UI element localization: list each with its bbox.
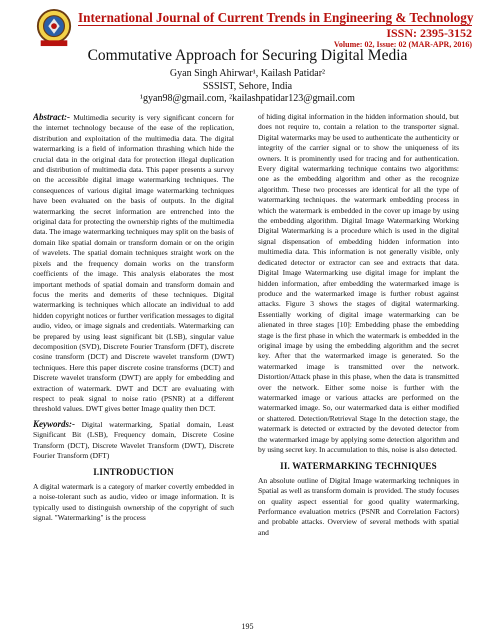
paper-title: Commutative Approach for Securing Digital Media	[87, 47, 408, 64]
introduction-heading: I.INTRODUCTION	[93, 467, 174, 478]
journal-title: International Journal of Current Trends in Engineering & Technology	[78, 10, 474, 25]
right-column	[258, 112, 459, 620]
right-column-paragraph: of hiding digital information in the hidden information should, but does not require to, contain a relation to the transporter signal. Digital watermarks may be used to authenticate the authenticity or integrity of the carrier signal or to show the uniqueness of its owners. It is prominently used for tracing and for authentication. Every digital watermarking technique contains two algorithms: one as the embedding algorithm and other as the recognize algorithm. These two processes are identical for all the type of watermarking techniques. the watermark embedding process in which the watermark is embedded in the cover up image by using the embedding algorithm. Digital Image Watermarking Working Digital Watermarking is a procedure which is used in the digital signal dispensation of embedding hidden information into multimedia data. This information is not generally visible, only dedicated detector or extractor can see and extracts that data. Digital Image Watermarking use digital image for implant the hidden information, after embedding the watermarked image is produce and the watermarked image is further robust against attacks. Figure 3 shows the stages of digital watermarking. Essentially working of digital image watermarking can be alienated in three stages [10]: Embedding phase the embedding stage is the first phase in which the watermark is embedded in the original image by using the embedding algorithm and the secret key. After that the watermarked image is generated. So the watermarked image is transmitted over the network. Distortion/Attack phase in this phase, when the data is transmitted over the network. Either some noise is further with the watermarked image or various attacks are performed on the watermarked image. So, our watermarked data is either modified or shattered. Detection/Retrieval Stage In the detection stage, the watermark is detected or extracted by the devoted detector from the watermarked image by applying some detection algorithm and by using secret key. In accumulation to this, noise is also detected.	[258, 112, 459, 454]
volume-issue: Volume: 02, Issue: 02 (MAR-APR, 2016)	[333, 40, 472, 49]
abstract-paragraph	[33, 112, 234, 415]
watermarking-techniques-heading: II. WATERMARKING TECHNIQUES	[280, 461, 437, 472]
journal-logo-seal	[35, 8, 73, 48]
paper-affiliation: SSSIST, Sehore, India	[202, 81, 293, 92]
paper-emails: ¹gyan98@gmail.com, ²kailashpatidar123@gmail.com	[140, 93, 355, 104]
page-number: 195	[241, 622, 254, 631]
introduction-text: A digital watermark is a category of marker covertly embedded in a noise-tolerant such as audio, video or image information. It is typically used to distinguish ownership of the copyright of such signal. "Watermarking" is the process	[33, 481, 234, 523]
paper-authors: Gyan Singh Ahirwar¹, Kailash Patidar²	[169, 68, 326, 79]
issn: ISSN: 2395-3152	[386, 26, 472, 40]
watermarking-techniques-text: An absolute outline of Digital Image watermarking techniques in Spatial as well as transform domain is provided. The study focuses on quality aspect essential for good quality watermarking, Performance evaluation metrics (PSNR and Correlation Factors) and probable attacks. Overview of several methods with spatial and	[258, 475, 459, 537]
keywords-paragraph	[33, 419, 234, 462]
abstract-text: Multimedia security is very significant concern for the internet technology because of the ease of the replication, distribution and exploitation of the multimedia data. The digital watermarking is a field of information thrashing which hide the crucial data in the original data for protection illegal duplication and distribution of multimedia data. This paper presents a survey on the accessible digital image watermarking techniques. The consequences of various digital image watermarking techniques have been evaluated on the basis of outputs. In the digital watermarking the secret information are entrenched into the original data for protecting the ownership rights of the multimedia data. The image watermarking techniques may split on the basis of domain like spatial domain or transform domain or on the origin of wavelets. The spatial domain techniques straight work on the pixels and the frequency domain works on the transform coefficients of the image. This analysis elaborates the most important methods of spatial domain and transform domain and focus the merits and demerits of these techniques. Digital watermarking is techniques which allocate an individual to add hidden copyright notices or further verification messages to digital audio, video, or image signals and credentials. Watermarking can be prepared by using least significant bit (LSB), singular value decomposition (SVD), Discrete Fourier Transform (DFT), discrete cosine transform (DCT) and Discrete wavelet transform (DWT) techniques. Here this paper discrete cosine transforms (DCT) and Discrete wavelet transform (DWT) are apply for embedding and extraction of watermark. DWT and DCT are evaluating with respect to peak signal to noise ratio (PSNR) at a different threshold values. DWT gives better Image quality then DCT.	[33, 113, 234, 414]
abstract-label: Abstract:-	[33, 112, 70, 122]
keywords-text: Digital watermarking, Spatial domain, Least Significant Bit (LSB), Frequency domain, Discrete Cosine Transform (DCT), Discrete Wavelet Transform (DWT), Discrete Fourier Transform (DFT)	[33, 419, 234, 460]
keywords-label: Keywords:-	[33, 418, 75, 429]
left-column	[33, 112, 234, 620]
